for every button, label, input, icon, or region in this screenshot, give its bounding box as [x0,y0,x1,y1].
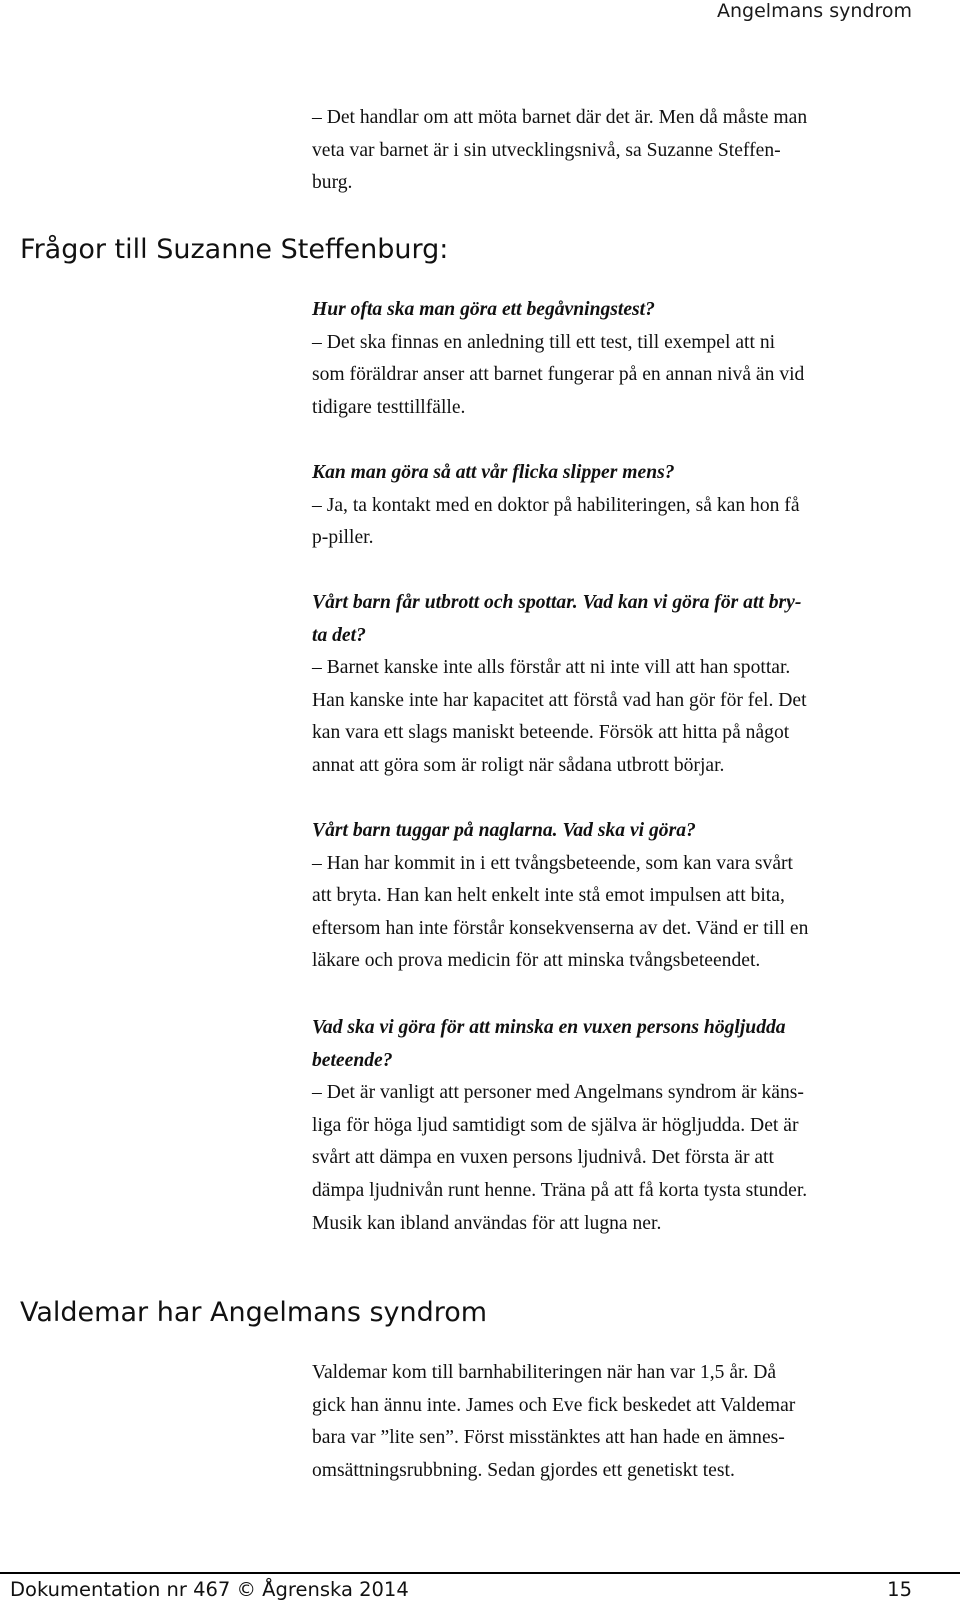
question-line: Vad ska vi göra för att minska en vuxen persons högljudda [312,1017,786,1038]
answer-line: – Ja, ta kontakt med en doktor på habiliteringen, så kan hon få [312,494,800,516]
question-line: Vårt barn får utbrott och spottar. Vad kan vi göra för att bry- [312,592,802,613]
running-header: Angelmans syndrom [717,0,912,22]
page-number: 15 [887,1578,912,1601]
question-line: Hur ofta ska man göra ett begåvningstest? [312,299,655,320]
text-line: bara var ”lite sen”. Först misstänktes att han hade en ämnes- [312,1427,785,1449]
answer-line: – Barnet kanske inte alls förstår att ni inte vill att han spottar. [312,657,791,679]
qa-block-4 [312,815,936,978]
answer-line: Han kanske inte har kapacitet att förstå vad han gör för fel. Det [312,689,807,711]
answer-line: eftersom han inte förstår konsekvenserna av det. Vänd er till en [312,917,809,939]
text-line: gick han ännu inte. James och Eve fick beskedet att Valdemar [312,1394,796,1416]
answer-line: – Det ska finnas en anledning till ett test, till exempel att ni [312,331,776,353]
text-line: burg. [312,172,353,194]
section-heading-questions: Frågor till Suzanne Steffenburg: [20,234,449,265]
section-heading-valdemar: Valdemar har Angelmans syndrom [20,1297,488,1328]
answer-line: annat att göra som är roligt när sådana utbrott börjar. [312,754,725,776]
answer-line: – Det är vanligt att personer med Angelmans syndrom är käns- [312,1082,804,1104]
footer-divider [0,1572,960,1574]
answer-line: dämpa ljudnivån runt henne. Träna på att få korta tysta stunder. [312,1179,808,1201]
text-line: – Det handlar om att möta barnet där det är. Men då måste man [312,107,808,128]
qa-block-5 [312,1012,936,1240]
text-line: veta var barnet är i sin utvecklingsnivå, sa Suzanne Steffen- [312,139,781,161]
qa-block-3 [312,587,936,783]
answer-line: tidigare testtillfälle. [312,396,466,418]
answer-line: – Han har kommit in i ett tvångsbeteende, som kan vara svårt [312,852,794,874]
question-line: ta det? [312,624,366,646]
footer-publication: Dokumentation nr 467 © Ågrenska 2014 [10,1578,409,1601]
valdemar-paragraph [312,1357,936,1487]
answer-line: att bryta. Han kan helt enkelt inte stå emot impulsen att bita, [312,885,785,907]
answer-line: Musik kan ibland användas för att lugna ner. [312,1212,662,1234]
answer-line: läkare och prova medicin för att minska tvångsbeteendet. [312,950,761,972]
answer-line: som föräldrar anser att barnet fungerar på en annan nivå än vid [312,364,805,386]
answer-line: p-piller. [312,527,374,549]
question-line: beteende? [312,1049,393,1071]
text-line: omsättningsrubbning. Sedan gjordes ett genetiskt test. [312,1459,735,1481]
question-line: Vårt barn tuggar på naglarna. Vad ska vi göra? [312,820,696,841]
intro-paragraph [312,102,936,200]
text-line: Valdemar kom till barnhabiliteringen när han var 1,5 år. Då [312,1362,777,1383]
qa-block-1 [312,294,936,424]
answer-line: liga för höga ljud samtidigt som de själva är högljudda. Det är [312,1114,799,1136]
qa-block-2 [312,457,936,555]
answer-line: kan vara ett slags maniskt beteende. Försök att hitta på något [312,722,790,744]
answer-line: svårt att dämpa en vuxen persons ljudnivå. Det första är att [312,1147,774,1169]
question-line: Kan man göra så att vår flicka slipper mens? [312,462,675,483]
